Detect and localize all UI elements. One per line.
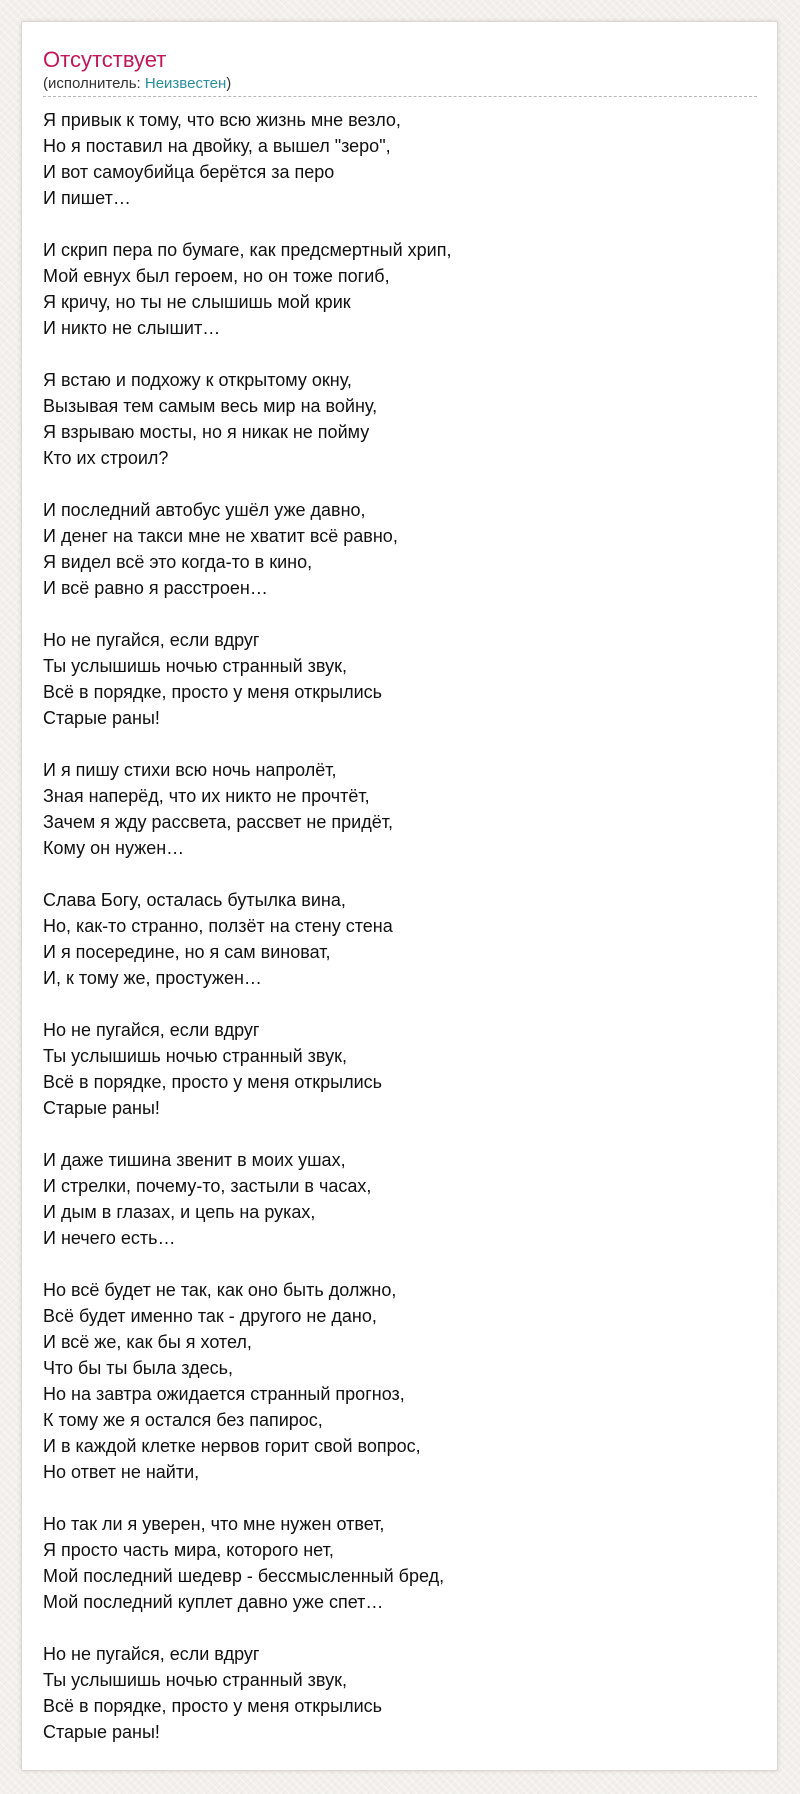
lyrics-line: Но, как-то странно, ползёт на стену стена (43, 916, 393, 936)
lyrics-line: И я посередине, но я сам виноват, (43, 942, 331, 962)
lyrics-line: Ты услышишь ночью странный звук, (43, 1046, 347, 1066)
lyrics-line: И всё равно я расстроен… (43, 578, 268, 598)
lyrics-stanza (43, 1511, 757, 1615)
lyrics-line: Но всё будет не так, как оно быть должно, (43, 1280, 397, 1300)
lyrics-line: И я пишу стихи всю ночь напролёт, (43, 760, 337, 780)
lyrics-line: И нечего есть… (43, 1228, 176, 1248)
lyrics-line: Всё в порядке, просто у меня открылись (43, 1696, 383, 1716)
lyrics-line: Кому он нужен… (43, 838, 185, 858)
lyrics-line: И всё же, как бы я хотел, (43, 1332, 252, 1352)
lyrics-stanza (43, 107, 757, 211)
lyrics-line: К тому же я остался без папирос, (43, 1410, 323, 1430)
lyrics-line: Старые раны! (43, 1722, 160, 1742)
lyrics-line: Но я поставил на двойку, а вышел "зеро", (43, 136, 391, 156)
song-title: Отсутствует (43, 47, 167, 72)
lyrics-stanza (43, 1641, 757, 1745)
lyrics-line: Зная наперёд, что их никто не прочтёт, (43, 786, 370, 806)
lyrics-line: Старые раны! (43, 1098, 160, 1118)
lyrics-line: Всё в порядке, просто у меня открылись (43, 1072, 383, 1092)
lyrics-line: Я просто часть мира, которого нет, (43, 1540, 334, 1560)
lyrics-line: И последний автобус ушёл уже давно, (43, 500, 366, 520)
lyrics-line: И денег на такси мне не хватит всё равно, (43, 526, 398, 546)
lyrics-line: Я кричу, но ты не слышишь мой крик (43, 292, 351, 312)
lyrics-stanza (43, 367, 757, 471)
lyrics-line: Но не пугайся, если вдруг (43, 1020, 260, 1040)
artist-suffix: ) (226, 75, 232, 92)
lyrics-line: Всё в порядке, просто у меня открылись (43, 682, 383, 702)
lyrics-line: Ты услышишь ночью странный звук, (43, 1670, 347, 1690)
artist-link[interactable]: Неизвестен (144, 75, 227, 92)
lyrics-line: И дым в глазах, и цепь на руках, (43, 1202, 316, 1222)
lyrics-line: Я привык к тому, что всю жизнь мне везло, (43, 110, 401, 130)
lyrics-line: Я видел всё это когда-то в кино, (43, 552, 313, 572)
lyrics-line: Мой последний куплет давно уже спет… (43, 1592, 384, 1612)
lyrics-line: Я встаю и подхожу к открытому окну, (43, 370, 352, 390)
lyrics-line: Старые раны! (43, 708, 160, 728)
lyrics-line: Я взрываю мосты, но я никак не пойму (43, 422, 370, 442)
lyrics-line: И скрип пера по бумаге, как предсмертный хрип, (43, 240, 452, 260)
lyrics-line: И, к тому же, простужен… (43, 968, 262, 988)
lyrics-line: Слава Богу, осталась бутылка вина, (43, 890, 346, 910)
lyrics-line: Но не пугайся, если вдруг (43, 1644, 260, 1664)
lyrics-line: Но так ли я уверен, что мне нужен ответ, (43, 1514, 385, 1534)
lyrics-line: И стрелки, почему-то, застыли в часах, (43, 1176, 372, 1196)
lyrics-stanza (43, 757, 757, 861)
lyrics-stanza (43, 497, 757, 601)
artist-prefix: (исполнитель: (43, 75, 145, 92)
artist-line (43, 74, 757, 97)
lyrics-line: И в каждой клетке нервов горит свой вопрос, (43, 1436, 421, 1456)
lyrics-line: И даже тишина звенит в моих ушах, (43, 1150, 346, 1170)
lyrics-line: Ты услышишь ночью странный звук, (43, 656, 347, 676)
lyrics-line: И пишет… (43, 188, 131, 208)
lyrics-line: Кто их строил? (43, 448, 169, 468)
lyrics-card (21, 21, 778, 1771)
lyrics-line: Но ответ не найти, (43, 1462, 200, 1482)
lyrics-body (43, 107, 757, 1745)
lyrics-line: Что бы ты была здесь, (43, 1358, 233, 1378)
lyrics-line: Но не пугайся, если вдруг (43, 630, 260, 650)
lyrics-stanza (43, 237, 757, 341)
lyrics-stanza (43, 1147, 757, 1251)
lyrics-line: Зачем я жду рассвета, рассвет не придёт, (43, 812, 393, 832)
lyrics-line: Вызывая тем самым весь мир на войну, (43, 396, 378, 416)
lyrics-line: И вот самоубийца берётся за перо (43, 162, 335, 182)
lyrics-line: Но на завтра ожидается странный прогноз, (43, 1384, 405, 1404)
lyrics-stanza (43, 1017, 757, 1121)
lyrics-line: Мой последний шедевр - бессмысленный бред, (43, 1566, 445, 1586)
lyrics-line: Мой евнух был героем, но он тоже погиб, (43, 266, 390, 286)
lyrics-line: Всё будет именно так - другого не дано, (43, 1306, 377, 1326)
lyrics-line: И никто не слышит… (43, 318, 221, 338)
lyrics-stanza (43, 887, 757, 991)
lyrics-stanza (43, 1277, 757, 1485)
lyrics-stanza (43, 627, 757, 731)
